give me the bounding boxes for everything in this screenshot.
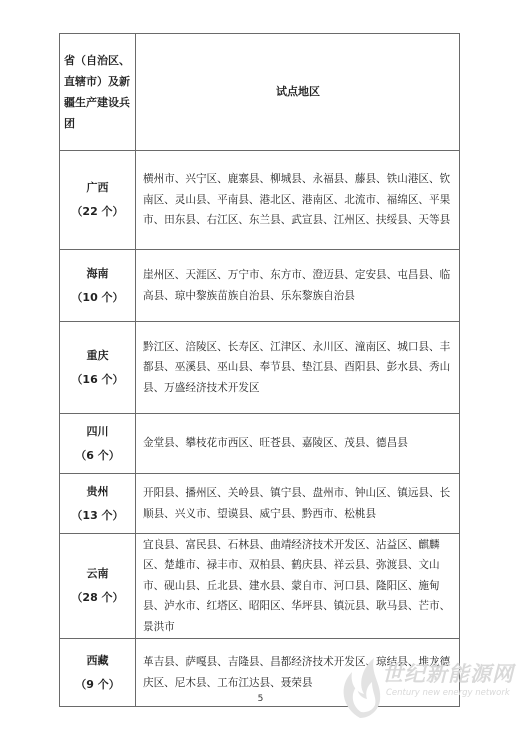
province-count: （9 个） [75, 677, 120, 691]
province-cell [60, 474, 136, 534]
watermark-logo-icon [330, 648, 390, 728]
province-cell [60, 534, 136, 639]
province-count: （22 个） [71, 205, 124, 218]
page-number: 5 [257, 694, 264, 704]
table-header-row [60, 34, 460, 151]
regions-cell: 金堂县、攀枝花市西区、旺苍县、嘉陵区、茂县、德昌县 [136, 414, 460, 474]
province-count: （6 个） [75, 448, 120, 462]
table-row [60, 322, 460, 414]
regions-cell: 宜良县、富民县、石林县、曲靖经济技术开发区、沾益区、麒麟区、楚雄市、禄丰市、双柏县、鹤庆县、祥云县、弥渡县、文山市、砚山县、丘北县、建水县、蒙自市、河口县、隆阳区、施甸县、泸水市、红塔区、昭阳区、华坪县、镇沅县、耿马县、芒市、景洪市 [136, 534, 460, 639]
table-row [60, 151, 460, 250]
regions-cell: 黔江区、涪陵区、长寿区、江津区、永川区、潼南区、城口县、丰都县、巫溪县、巫山县、奉节县、垫江县、酉阳县、彭水县、秀山县、万盛经济技术开发区 [136, 322, 460, 414]
province-name: 西藏 [86, 653, 109, 667]
header-province-cell: 省（自治区、直辖市）及新疆生产建设兵团 [60, 34, 136, 151]
regions-cell: 开阳县、播州区、关岭县、镇宁县、盘州市、钟山区、镇远县、长顺县、兴义市、望谟县、威宁县、黔西市、松桃县 [136, 474, 460, 534]
province-name: 四川 [86, 424, 109, 438]
table-row [60, 414, 460, 474]
regions-cell: 崖州区、天涯区、万宁市、东方市、澄迈县、定安县、屯昌县、临高县、琼中黎族苗族自治县、乐东黎族自治县 [136, 250, 460, 322]
province-name: 贵州 [86, 484, 109, 498]
province-name: 云南 [86, 567, 109, 580]
province-cell [60, 414, 136, 474]
province-name: 广西 [86, 181, 109, 194]
table-row [60, 534, 460, 639]
regions-cell: 横州市、兴宁区、鹿寨县、柳城县、永福县、藤县、铁山港区、钦南区、灵山县、平南县、港北区、港南区、北流市、福绵区、平果市、田东县、右江区、东兰县、武宣县、江州区、扶绥县、天等县 [136, 151, 460, 250]
pilot-regions-table [59, 33, 460, 707]
watermark-subtext: Century new energy network [386, 688, 510, 698]
province-count: （13 个） [71, 508, 124, 522]
province-name: 海南 [86, 266, 109, 280]
table-row [60, 250, 460, 322]
watermark [330, 648, 520, 728]
watermark-text: 世纪新能源网 [382, 662, 514, 686]
province-name: 重庆 [86, 348, 109, 362]
regions-cell: 革吉县、萨嘎县、吉隆县、昌都经济技术开发区、琼结县、堆龙德庆区、尼木县、工布江达县、聂荣县 [136, 639, 460, 707]
header-regions-cell: 试点地区 [136, 34, 460, 151]
table-row [60, 474, 460, 534]
province-cell [60, 322, 136, 414]
province-count: （10 个） [71, 290, 124, 304]
province-cell [60, 151, 136, 250]
province-count: （16 个） [71, 372, 124, 386]
province-cell [60, 250, 136, 322]
province-count: （28 个） [71, 591, 124, 604]
